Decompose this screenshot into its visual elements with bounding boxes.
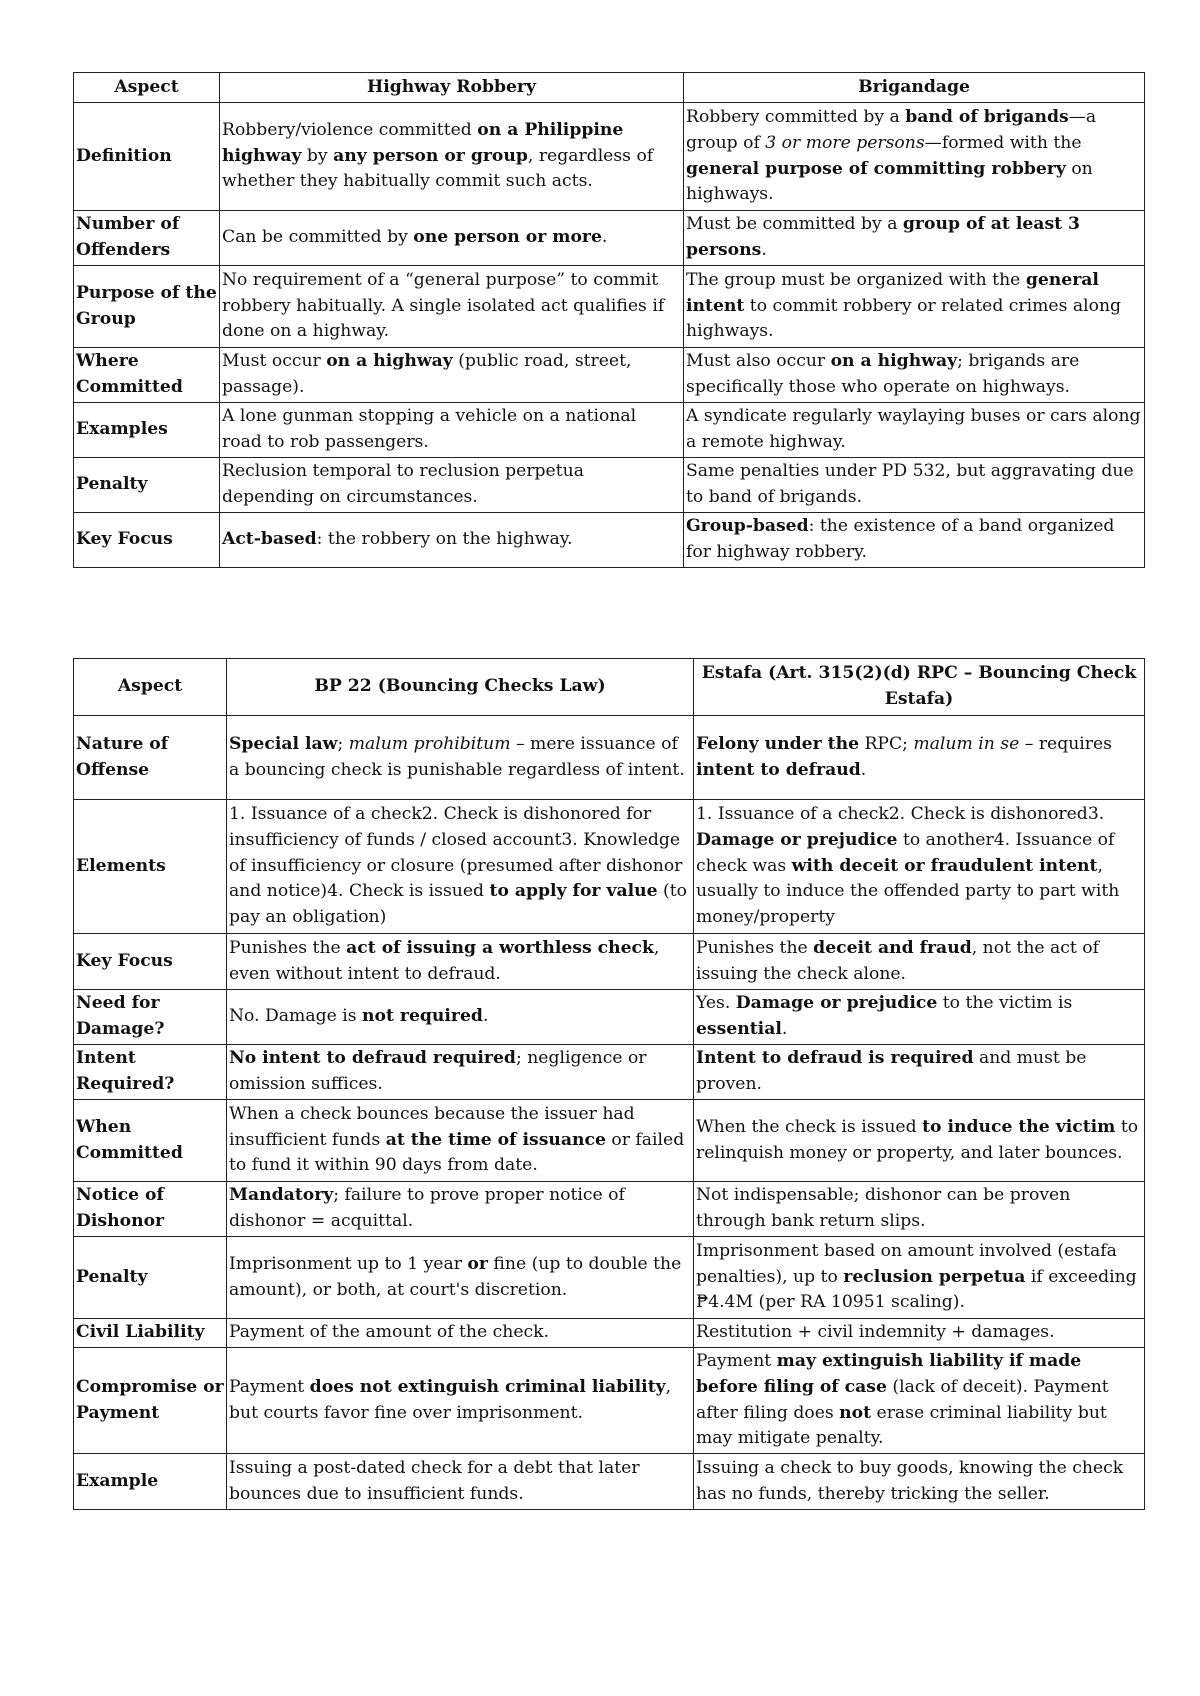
bold-text: any person or group (333, 145, 528, 166)
italic-text: malum prohibitum (348, 733, 511, 754)
bold-text: one person or more (413, 227, 602, 248)
row-label: Examples (74, 403, 220, 458)
brigandage-cell: A syndicate regularly waylaying buses or cars along a remote highway. (684, 403, 1145, 458)
brigandage-cell: Must be committed by a group of at least 3 persons. (684, 211, 1145, 266)
bold-text: Act-based (222, 529, 317, 550)
column-header-aspect: Aspect (74, 73, 220, 103)
table-header-row (74, 73, 1145, 103)
bold-text: or (467, 1253, 488, 1274)
table-row (74, 1045, 1145, 1100)
table-row (74, 103, 1145, 211)
highway-robbery-cell: Robbery/violence committed on a Philippine highway by any person or group, regardless of whether they habitually commit such acts. (220, 103, 684, 211)
estafa-cell: Imprisonment based on amount involved (estafa penalties), up to reclusion perpetua if exceeding ₱4.4M (per RA 10951 scaling). (694, 1237, 1145, 1319)
highway-robbery-cell: A lone gunman stopping a vehicle on a national road to rob passengers. (220, 403, 684, 458)
table-row (74, 1454, 1145, 1510)
estafa-cell: 1. Issuance of a check2. Check is dishonored3. Damage or prejudice to another4. Issuance of check was with deceit or fraudulent intent, usually to induce the offended party to part with money/property (694, 800, 1145, 934)
bold-text: act of issuing a worthless check (346, 937, 654, 958)
table-row (74, 1237, 1145, 1319)
bold-text: Intent to defraud is required (696, 1048, 974, 1069)
table-row (74, 266, 1145, 348)
column-header-aspect: Aspect (74, 659, 227, 716)
estafa-cell: Restitution + civil indemnity + damages. (694, 1319, 1145, 1348)
bold-text: with deceit or fraudulent intent (791, 855, 1098, 876)
highway-robbery-cell: Can be committed by one person or more. (220, 211, 684, 266)
table-row (74, 1182, 1145, 1237)
bold-text: not required (362, 1006, 483, 1027)
estafa-cell: Payment may extinguish liability if made before filing of case (lack of deceit). Payment after filing does not erase criminal liability but may mitigate penalty. (694, 1348, 1145, 1454)
bp22-cell: 1. Issuance of a check2. Check is dishonored for insufficiency of funds / closed account3. Knowledge of insufficiency or closure (presumed after dishonor and notice)4. Check is issued to apply for value (to pay an obligation) (227, 800, 694, 934)
table-row (74, 403, 1145, 458)
row-label: Civil Liability (74, 1319, 227, 1348)
table-row (74, 1348, 1145, 1454)
highway-robbery-cell: Act-based: the robbery on the highway. (220, 513, 684, 568)
brigandage-cell: Robbery committed by a band of brigands—a group of 3 or more persons—formed with the general purpose of committing robbery on highways. (684, 103, 1145, 211)
bold-text: deceit and fraud (813, 937, 972, 958)
bp22-vs-estafa-table (73, 658, 1145, 1510)
row-label: Elements (74, 800, 227, 934)
row-label: Need for Damage? (74, 990, 227, 1045)
row-label: Key Focus (74, 934, 227, 990)
bold-text: Mandatory (229, 1185, 334, 1206)
column-header-estafa: Estafa (Art. 315(2)(d) RPC – Bouncing Check Estafa) (694, 659, 1145, 716)
bp22-cell: No. Damage is not required. (227, 990, 694, 1045)
estafa-cell: Intent to defraud is required and must be proven. (694, 1045, 1145, 1100)
estafa-cell: Not indispensable; dishonor can be proven through bank return slips. (694, 1182, 1145, 1237)
table-row (74, 1100, 1145, 1182)
row-label: Penalty (74, 458, 220, 513)
bold-text: on a highway (326, 351, 453, 372)
row-label: Penalty (74, 1237, 227, 1319)
bold-text: essential (696, 1019, 782, 1039)
bp22-cell: Issuing a post-dated check for a debt that later bounces due to insufficient funds. (227, 1454, 694, 1510)
bold-text: Damage or prejudice (696, 829, 898, 850)
table-row (74, 800, 1145, 934)
highway-robbery-vs-brigandage-table (73, 72, 1145, 568)
bold-text: Group-based (686, 516, 809, 537)
bold-text: at the time of issuance (385, 1129, 606, 1150)
bold-text: Felony under the (696, 733, 860, 754)
estafa-cell: When the check is issued to induce the victim to relinquish money or property, and later bounces. (694, 1100, 1145, 1182)
row-label: Where Committed (74, 348, 220, 403)
row-label: Example (74, 1454, 227, 1510)
bp22-cell: Special law; malum prohibitum – mere issuance of a bouncing check is punishable regardless of intent. (227, 716, 694, 800)
bold-text: does not extinguish criminal liability (309, 1376, 666, 1397)
bp22-cell: When a check bounces because the issuer had insufficient funds at the time of issuance or failed to fund it within 90 days from date. (227, 1100, 694, 1182)
table-row (74, 716, 1145, 800)
bold-text: intent to defraud (696, 759, 861, 780)
row-label: Nature of Offense (74, 716, 227, 800)
highway-robbery-cell: Must occur on a highway (public road, street, passage). (220, 348, 684, 403)
brigandage-cell: The group must be organized with the general intent to commit robbery or related crimes along highways. (684, 266, 1145, 348)
row-label: Intent Required? (74, 1045, 227, 1100)
bp22-cell: Punishes the act of issuing a worthless check, even without intent to defraud. (227, 934, 694, 990)
bold-text: reclusion perpetua (843, 1266, 1026, 1287)
bold-text: not (839, 1402, 872, 1423)
table-row (74, 211, 1145, 266)
estafa-cell: Felony under the RPC; malum in se – requires intent to defraud. (694, 716, 1145, 800)
brigandage-cell: Must also occur on a highway; brigands are specifically those who operate on highways. (684, 348, 1145, 403)
bold-text: general intent (686, 269, 1099, 316)
column-header-highway-robbery: Highway Robbery (220, 73, 684, 103)
bold-text: on a Philippine highway (222, 119, 624, 166)
row-label: When Committed (74, 1100, 227, 1182)
estafa-cell: Yes. Damage or prejudice to the victim is essential. (694, 990, 1145, 1045)
row-label: Notice of Dishonor (74, 1182, 227, 1237)
bold-text: Special law (229, 733, 338, 754)
brigandage-cell: Group-based: the existence of a band organized for highway robbery. (684, 513, 1145, 568)
highway-robbery-cell: No requirement of a “general purpose” to commit robbery habitually. A single isolated act qualifies if done on a highway. (220, 266, 684, 348)
bold-text: Damage or prejudice (735, 993, 938, 1014)
table-row (74, 513, 1145, 568)
table-row (74, 934, 1145, 990)
bold-text: group of at least 3 persons (686, 214, 1081, 260)
table-row (74, 348, 1145, 403)
highway-robbery-cell: Reclusion temporal to reclusion perpetua depending on circumstances. (220, 458, 684, 513)
bp22-cell: Payment does not extinguish criminal liability, but courts favor fine over imprisonment. (227, 1348, 694, 1454)
bold-text: to induce the victim (922, 1116, 1116, 1137)
bp22-cell: No intent to defraud required; negligence or omission suffices. (227, 1045, 694, 1100)
italic-text: malum in se (913, 733, 1020, 754)
table-row (74, 458, 1145, 513)
bold-text: may extinguish liability if made before filing of case (696, 1350, 1082, 1397)
bp22-cell: Imprisonment up to 1 year or fine (up to double the amount), or both, at court's discretion. (227, 1237, 694, 1319)
column-header-bp22: BP 22 (Bouncing Checks Law) (227, 659, 694, 716)
italic-text: 3 or more persons (765, 132, 925, 153)
table-header-row (74, 659, 1145, 716)
row-label: Number of Offenders (74, 211, 220, 266)
bold-text: to apply for value (489, 881, 658, 902)
column-header-brigandage: Brigandage (684, 73, 1145, 103)
brigandage-cell: Same penalties under PD 532, but aggravating due to band of brigands. (684, 458, 1145, 513)
bp22-cell: Payment of the amount of the check. (227, 1319, 694, 1348)
bold-text: general purpose of committing robbery (686, 158, 1066, 179)
bp22-cell: Mandatory; failure to prove proper notice of dishonor = acquittal. (227, 1182, 694, 1237)
row-label: Definition (74, 103, 220, 211)
bold-text: No intent to defraud required (229, 1048, 516, 1069)
table-row (74, 990, 1145, 1045)
row-label: Key Focus (74, 513, 220, 568)
row-label: Purpose of the Group (74, 266, 220, 348)
bold-text: on a highway (830, 351, 958, 372)
table-row (74, 1319, 1145, 1348)
row-label: Compromise or Payment (74, 1348, 227, 1454)
estafa-cell: Issuing a check to buy goods, knowing the check has no funds, thereby tricking the seller. (694, 1454, 1145, 1510)
estafa-cell: Punishes the deceit and fraud, not the act of issuing the check alone. (694, 934, 1145, 990)
bold-text: band of brigands (905, 106, 1069, 127)
